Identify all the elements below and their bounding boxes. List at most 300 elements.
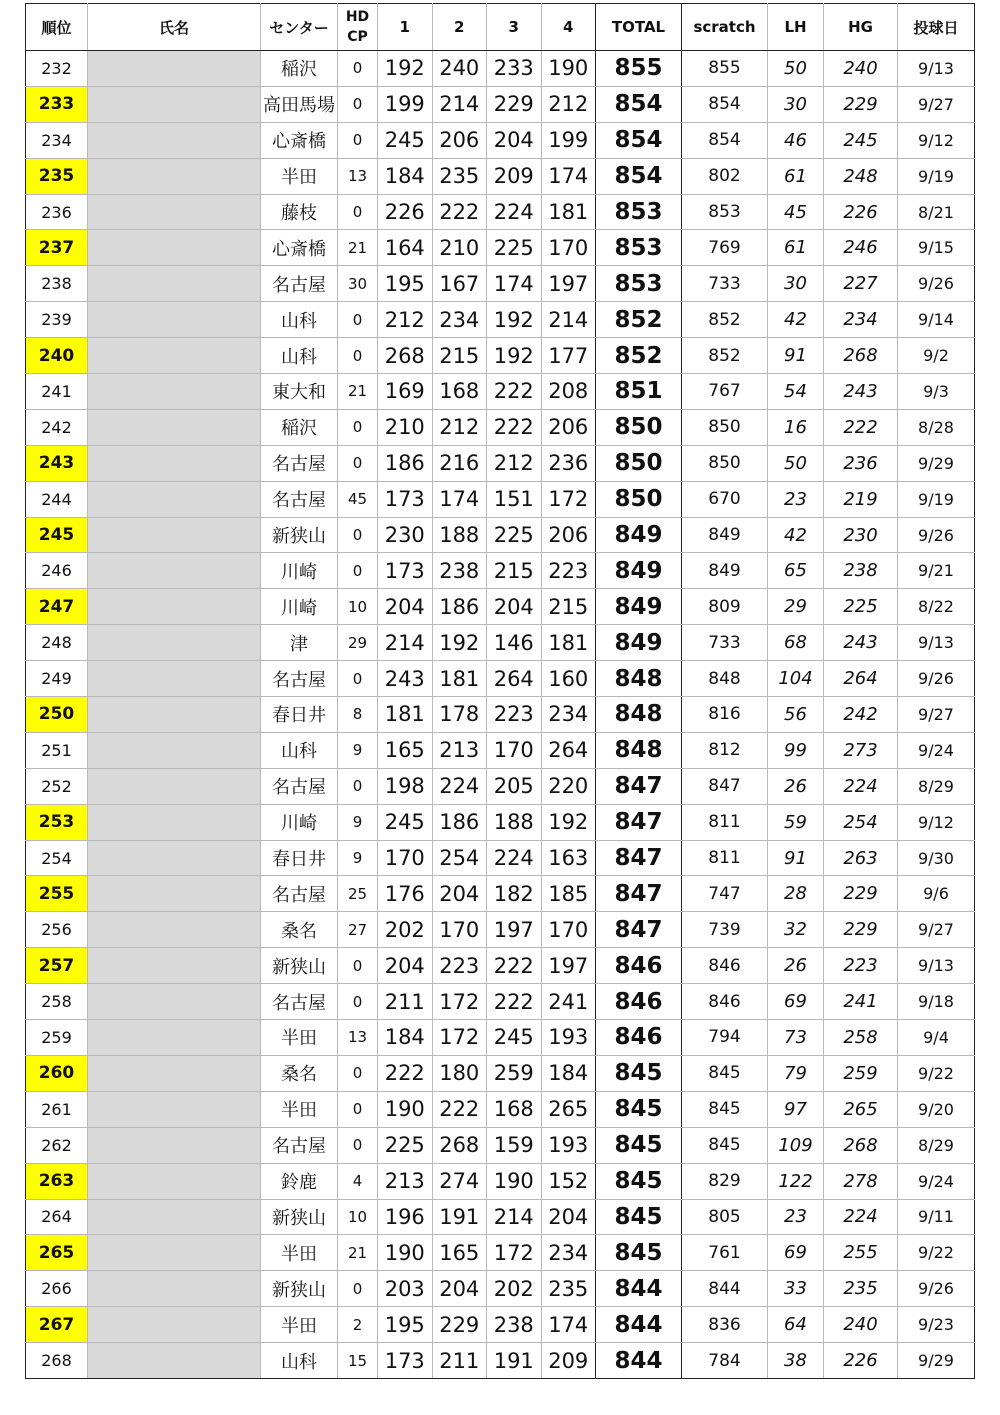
table-row	[26, 409, 975, 445]
header-game-3: 3	[487, 4, 542, 51]
center-cell: 山科	[261, 732, 338, 768]
game-4-cell: 215	[541, 589, 596, 625]
game-3-cell: 182	[487, 876, 542, 912]
total-cell: 847	[596, 912, 682, 948]
table-row	[26, 1307, 975, 1343]
rank-cell: 238	[26, 266, 88, 302]
game-3-cell: 222	[487, 409, 542, 445]
center-cell: 心斎橋	[261, 122, 338, 158]
hg-cell: 240	[824, 51, 898, 87]
name-cell-redacted	[88, 194, 261, 230]
rank-cell: 241	[26, 374, 88, 410]
rank-cell: 252	[26, 768, 88, 804]
rank-cell: 264	[26, 1199, 88, 1235]
rank-cell: 249	[26, 661, 88, 697]
table-row	[26, 51, 975, 87]
scratch-cell: 845	[682, 1091, 768, 1127]
hg-cell: 222	[824, 409, 898, 445]
hg-cell: 242	[824, 697, 898, 733]
game-1-cell: 165	[378, 732, 433, 768]
game-2-cell: 165	[432, 1235, 487, 1271]
center-cell: 東大和	[261, 374, 338, 410]
center-cell: 新狭山	[261, 1199, 338, 1235]
center-cell: 春日井	[261, 697, 338, 733]
table-row	[26, 912, 975, 948]
table-row	[26, 481, 975, 517]
game-4-cell: 184	[541, 1055, 596, 1091]
game-1-cell: 169	[378, 374, 433, 410]
total-cell: 853	[596, 266, 682, 302]
name-cell-redacted	[88, 1055, 261, 1091]
table-row	[26, 697, 975, 733]
rank-cell: 258	[26, 984, 88, 1020]
header-hdcp-line2: CP	[347, 29, 368, 45]
name-cell-redacted	[88, 230, 261, 266]
game-4-cell: 193	[541, 1020, 596, 1056]
center-cell: 新狭山	[261, 948, 338, 984]
game-2-cell: 212	[432, 409, 487, 445]
center-cell: 津	[261, 625, 338, 661]
total-cell: 852	[596, 302, 682, 338]
table-row	[26, 1163, 975, 1199]
game-3-cell: 209	[487, 158, 542, 194]
name-cell-redacted	[88, 804, 261, 840]
game-4-cell: 177	[541, 338, 596, 374]
table-row	[26, 589, 975, 625]
rank-cell: 248	[26, 625, 88, 661]
game-3-cell: 197	[487, 912, 542, 948]
lh-cell: 23	[768, 481, 824, 517]
hg-cell: 230	[824, 517, 898, 553]
lh-cell: 91	[768, 840, 824, 876]
game-4-cell: 212	[541, 86, 596, 122]
hg-cell: 229	[824, 912, 898, 948]
lh-cell: 97	[768, 1091, 824, 1127]
game-1-cell: 199	[378, 86, 433, 122]
game-4-cell: 234	[541, 1235, 596, 1271]
table-body	[26, 51, 975, 1379]
lh-cell: 26	[768, 768, 824, 804]
total-cell: 853	[596, 194, 682, 230]
table-row	[26, 86, 975, 122]
hdcp-cell: 21	[338, 230, 378, 266]
lh-cell: 104	[768, 661, 824, 697]
game-3-cell: 223	[487, 697, 542, 733]
hg-cell: 246	[824, 230, 898, 266]
table-row	[26, 374, 975, 410]
rank-cell: 266	[26, 1271, 88, 1307]
table-row	[26, 445, 975, 481]
date-cell: 9/13	[898, 51, 975, 87]
name-cell-redacted	[88, 984, 261, 1020]
hdcp-cell: 0	[338, 984, 378, 1020]
date-cell: 9/3	[898, 374, 975, 410]
hdcp-cell: 0	[338, 122, 378, 158]
date-cell: 8/28	[898, 409, 975, 445]
scratch-cell: 811	[682, 804, 768, 840]
name-cell-redacted	[88, 445, 261, 481]
game-2-cell: 172	[432, 1020, 487, 1056]
game-1-cell: 243	[378, 661, 433, 697]
date-cell: 9/12	[898, 804, 975, 840]
table-row	[26, 768, 975, 804]
hg-cell: 224	[824, 1199, 898, 1235]
game-4-cell: 193	[541, 1127, 596, 1163]
game-3-cell: 214	[487, 1199, 542, 1235]
game-1-cell: 173	[378, 481, 433, 517]
hdcp-cell: 0	[338, 948, 378, 984]
table-row	[26, 1199, 975, 1235]
game-3-cell: 190	[487, 1163, 542, 1199]
game-2-cell: 204	[432, 876, 487, 912]
game-1-cell: 222	[378, 1055, 433, 1091]
game-1-cell: 190	[378, 1091, 433, 1127]
game-1-cell: 181	[378, 697, 433, 733]
center-cell: 春日井	[261, 840, 338, 876]
hdcp-cell: 0	[338, 768, 378, 804]
rank-cell: 253	[26, 804, 88, 840]
date-cell: 9/24	[898, 732, 975, 768]
game-3-cell: 222	[487, 984, 542, 1020]
hg-cell: 227	[824, 266, 898, 302]
game-3-cell: 174	[487, 266, 542, 302]
scratch-cell: 846	[682, 984, 768, 1020]
game-2-cell: 254	[432, 840, 487, 876]
scratch-cell: 846	[682, 948, 768, 984]
rank-cell: 254	[26, 840, 88, 876]
game-4-cell: 241	[541, 984, 596, 1020]
rank-cell: 244	[26, 481, 88, 517]
date-cell: 9/29	[898, 445, 975, 481]
total-cell: 844	[596, 1271, 682, 1307]
rank-cell: 236	[26, 194, 88, 230]
total-cell: 847	[596, 768, 682, 804]
scratch-cell: 829	[682, 1163, 768, 1199]
date-cell: 9/12	[898, 122, 975, 158]
game-3-cell: 188	[487, 804, 542, 840]
game-4-cell: 197	[541, 266, 596, 302]
hdcp-cell: 30	[338, 266, 378, 302]
table-row	[26, 1235, 975, 1271]
table-header	[26, 4, 975, 51]
center-cell: 名古屋	[261, 768, 338, 804]
lh-cell: 99	[768, 732, 824, 768]
lh-cell: 69	[768, 984, 824, 1020]
hg-cell: 229	[824, 86, 898, 122]
hdcp-cell: 0	[338, 1055, 378, 1091]
total-cell: 854	[596, 86, 682, 122]
hg-cell: 265	[824, 1091, 898, 1127]
rank-cell: 256	[26, 912, 88, 948]
hdcp-cell: 9	[338, 804, 378, 840]
game-4-cell: 181	[541, 194, 596, 230]
hdcp-cell: 0	[338, 409, 378, 445]
rank-cell: 235	[26, 158, 88, 194]
rank-cell: 242	[26, 409, 88, 445]
center-cell: 鈴鹿	[261, 1163, 338, 1199]
rank-cell: 259	[26, 1020, 88, 1056]
lh-cell: 61	[768, 158, 824, 194]
scratch-cell: 784	[682, 1343, 768, 1379]
lh-cell: 30	[768, 86, 824, 122]
scratch-cell: 812	[682, 732, 768, 768]
game-2-cell: 235	[432, 158, 487, 194]
game-1-cell: 186	[378, 445, 433, 481]
rank-cell: 261	[26, 1091, 88, 1127]
hg-cell: 226	[824, 1343, 898, 1379]
game-1-cell: 211	[378, 984, 433, 1020]
game-1-cell: 203	[378, 1271, 433, 1307]
total-cell: 847	[596, 840, 682, 876]
header-lh: LH	[768, 4, 824, 51]
game-4-cell: 234	[541, 697, 596, 733]
game-1-cell: 245	[378, 122, 433, 158]
name-cell-redacted	[88, 409, 261, 445]
game-1-cell: 173	[378, 553, 433, 589]
hdcp-cell: 0	[338, 445, 378, 481]
total-cell: 848	[596, 661, 682, 697]
scratch-cell: 767	[682, 374, 768, 410]
table-row	[26, 1020, 975, 1056]
scratch-cell: 849	[682, 517, 768, 553]
hdcp-cell: 8	[338, 697, 378, 733]
date-cell: 9/27	[898, 912, 975, 948]
hg-cell: 254	[824, 804, 898, 840]
hdcp-cell: 13	[338, 158, 378, 194]
hdcp-cell: 13	[338, 1020, 378, 1056]
lh-cell: 46	[768, 122, 824, 158]
game-4-cell: 206	[541, 409, 596, 445]
total-cell: 849	[596, 589, 682, 625]
table-row	[26, 553, 975, 589]
table-row	[26, 840, 975, 876]
name-cell-redacted	[88, 1343, 261, 1379]
game-1-cell: 195	[378, 266, 433, 302]
rank-cell: 247	[26, 589, 88, 625]
scratch-cell: 853	[682, 194, 768, 230]
game-4-cell: 174	[541, 158, 596, 194]
rank-cell: 239	[26, 302, 88, 338]
header-date: 投球日	[898, 4, 975, 51]
total-cell: 855	[596, 51, 682, 87]
lh-cell: 122	[768, 1163, 824, 1199]
game-3-cell: 259	[487, 1055, 542, 1091]
lh-cell: 91	[768, 338, 824, 374]
name-cell-redacted	[88, 697, 261, 733]
rank-cell: 240	[26, 338, 88, 374]
lh-cell: 16	[768, 409, 824, 445]
hg-cell: 223	[824, 948, 898, 984]
name-cell-redacted	[88, 661, 261, 697]
scratch-cell: 848	[682, 661, 768, 697]
game-4-cell: 160	[541, 661, 596, 697]
center-cell: 稲沢	[261, 409, 338, 445]
game-2-cell: 234	[432, 302, 487, 338]
table-row	[26, 1055, 975, 1091]
center-cell: 藤枝	[261, 194, 338, 230]
game-2-cell: 192	[432, 625, 487, 661]
scratch-cell: 850	[682, 445, 768, 481]
game-2-cell: 206	[432, 122, 487, 158]
table-row	[26, 876, 975, 912]
game-4-cell: 152	[541, 1163, 596, 1199]
table-row	[26, 1127, 975, 1163]
date-cell: 9/26	[898, 661, 975, 697]
name-cell-redacted	[88, 338, 261, 374]
game-2-cell: 274	[432, 1163, 487, 1199]
total-cell: 846	[596, 948, 682, 984]
center-cell: 名古屋	[261, 481, 338, 517]
game-3-cell: 205	[487, 768, 542, 804]
total-cell: 853	[596, 230, 682, 266]
rank-cell: 268	[26, 1343, 88, 1379]
lh-cell: 29	[768, 589, 824, 625]
game-2-cell: 216	[432, 445, 487, 481]
table-row	[26, 1271, 975, 1307]
date-cell: 9/27	[898, 86, 975, 122]
hg-cell: 236	[824, 445, 898, 481]
game-2-cell: 168	[432, 374, 487, 410]
date-cell: 9/14	[898, 302, 975, 338]
game-2-cell: 268	[432, 1127, 487, 1163]
name-cell-redacted	[88, 840, 261, 876]
table-row	[26, 517, 975, 553]
scratch-cell: 852	[682, 302, 768, 338]
total-cell: 854	[596, 122, 682, 158]
game-1-cell: 268	[378, 338, 433, 374]
lh-cell: 109	[768, 1127, 824, 1163]
hg-cell: 229	[824, 876, 898, 912]
hdcp-cell: 0	[338, 1127, 378, 1163]
lh-cell: 56	[768, 697, 824, 733]
center-cell: 山科	[261, 338, 338, 374]
hdcp-cell: 10	[338, 1199, 378, 1235]
hdcp-cell: 0	[338, 1271, 378, 1307]
header-game-2: 2	[432, 4, 487, 51]
scratch-cell: 811	[682, 840, 768, 876]
header-center: センター	[261, 4, 338, 51]
total-cell: 845	[596, 1091, 682, 1127]
game-2-cell: 172	[432, 984, 487, 1020]
game-1-cell: 210	[378, 409, 433, 445]
game-1-cell: 192	[378, 51, 433, 87]
hg-cell: 234	[824, 302, 898, 338]
game-4-cell: 174	[541, 1307, 596, 1343]
game-2-cell: 186	[432, 589, 487, 625]
name-cell-redacted	[88, 374, 261, 410]
game-3-cell: 224	[487, 840, 542, 876]
total-cell: 852	[596, 338, 682, 374]
date-cell: 9/22	[898, 1235, 975, 1271]
lh-cell: 23	[768, 1199, 824, 1235]
center-cell: 川崎	[261, 589, 338, 625]
table-row	[26, 984, 975, 1020]
hg-cell: 243	[824, 374, 898, 410]
date-cell: 9/30	[898, 840, 975, 876]
hdcp-cell: 45	[338, 481, 378, 517]
date-cell: 8/29	[898, 1127, 975, 1163]
table-row	[26, 194, 975, 230]
game-2-cell: 223	[432, 948, 487, 984]
header-hdcp-line1: HD	[345, 9, 370, 25]
center-cell: 半田	[261, 1235, 338, 1271]
scratch-cell: 739	[682, 912, 768, 948]
game-3-cell: 212	[487, 445, 542, 481]
game-2-cell: 186	[432, 804, 487, 840]
hdcp-cell: 25	[338, 876, 378, 912]
date-cell: 9/13	[898, 948, 975, 984]
hg-cell: 268	[824, 338, 898, 374]
game-3-cell: 170	[487, 732, 542, 768]
date-cell: 8/21	[898, 194, 975, 230]
hdcp-cell: 9	[338, 732, 378, 768]
lh-cell: 32	[768, 912, 824, 948]
game-4-cell: 264	[541, 732, 596, 768]
scratch-cell: 855	[682, 51, 768, 87]
rank-cell: 243	[26, 445, 88, 481]
total-cell: 848	[596, 697, 682, 733]
name-cell-redacted	[88, 266, 261, 302]
game-1-cell: 230	[378, 517, 433, 553]
game-3-cell: 225	[487, 517, 542, 553]
table-row	[26, 804, 975, 840]
game-1-cell: 225	[378, 1127, 433, 1163]
center-cell: 山科	[261, 1343, 338, 1379]
table-row	[26, 1091, 975, 1127]
game-2-cell: 178	[432, 697, 487, 733]
date-cell: 9/26	[898, 266, 975, 302]
center-cell: 半田	[261, 158, 338, 194]
total-cell: 845	[596, 1163, 682, 1199]
name-cell-redacted	[88, 732, 261, 768]
rank-cell: 232	[26, 51, 88, 87]
game-3-cell: 233	[487, 51, 542, 87]
scratch-cell: 836	[682, 1307, 768, 1343]
game-3-cell: 245	[487, 1020, 542, 1056]
center-cell: 新狭山	[261, 1271, 338, 1307]
table-row	[26, 158, 975, 194]
game-4-cell: 235	[541, 1271, 596, 1307]
name-cell-redacted	[88, 553, 261, 589]
hg-cell: 259	[824, 1055, 898, 1091]
hg-cell: 273	[824, 732, 898, 768]
hg-cell: 255	[824, 1235, 898, 1271]
game-1-cell: 226	[378, 194, 433, 230]
date-cell: 9/29	[898, 1343, 975, 1379]
total-cell: 844	[596, 1307, 682, 1343]
game-4-cell: 236	[541, 445, 596, 481]
date-cell: 9/4	[898, 1020, 975, 1056]
game-3-cell: 222	[487, 948, 542, 984]
game-1-cell: 245	[378, 804, 433, 840]
game-4-cell: 192	[541, 804, 596, 840]
header-total: TOTAL	[596, 4, 682, 51]
game-2-cell: 191	[432, 1199, 487, 1235]
date-cell: 9/21	[898, 553, 975, 589]
game-4-cell: 220	[541, 768, 596, 804]
hdcp-cell: 21	[338, 374, 378, 410]
scratch-cell: 844	[682, 1271, 768, 1307]
scratch-cell: 670	[682, 481, 768, 517]
rank-cell: 262	[26, 1127, 88, 1163]
date-cell: 9/22	[898, 1055, 975, 1091]
game-1-cell: 204	[378, 589, 433, 625]
table-row	[26, 122, 975, 158]
hdcp-cell: 0	[338, 86, 378, 122]
total-cell: 851	[596, 374, 682, 410]
name-cell-redacted	[88, 1235, 261, 1271]
hg-cell: 245	[824, 122, 898, 158]
